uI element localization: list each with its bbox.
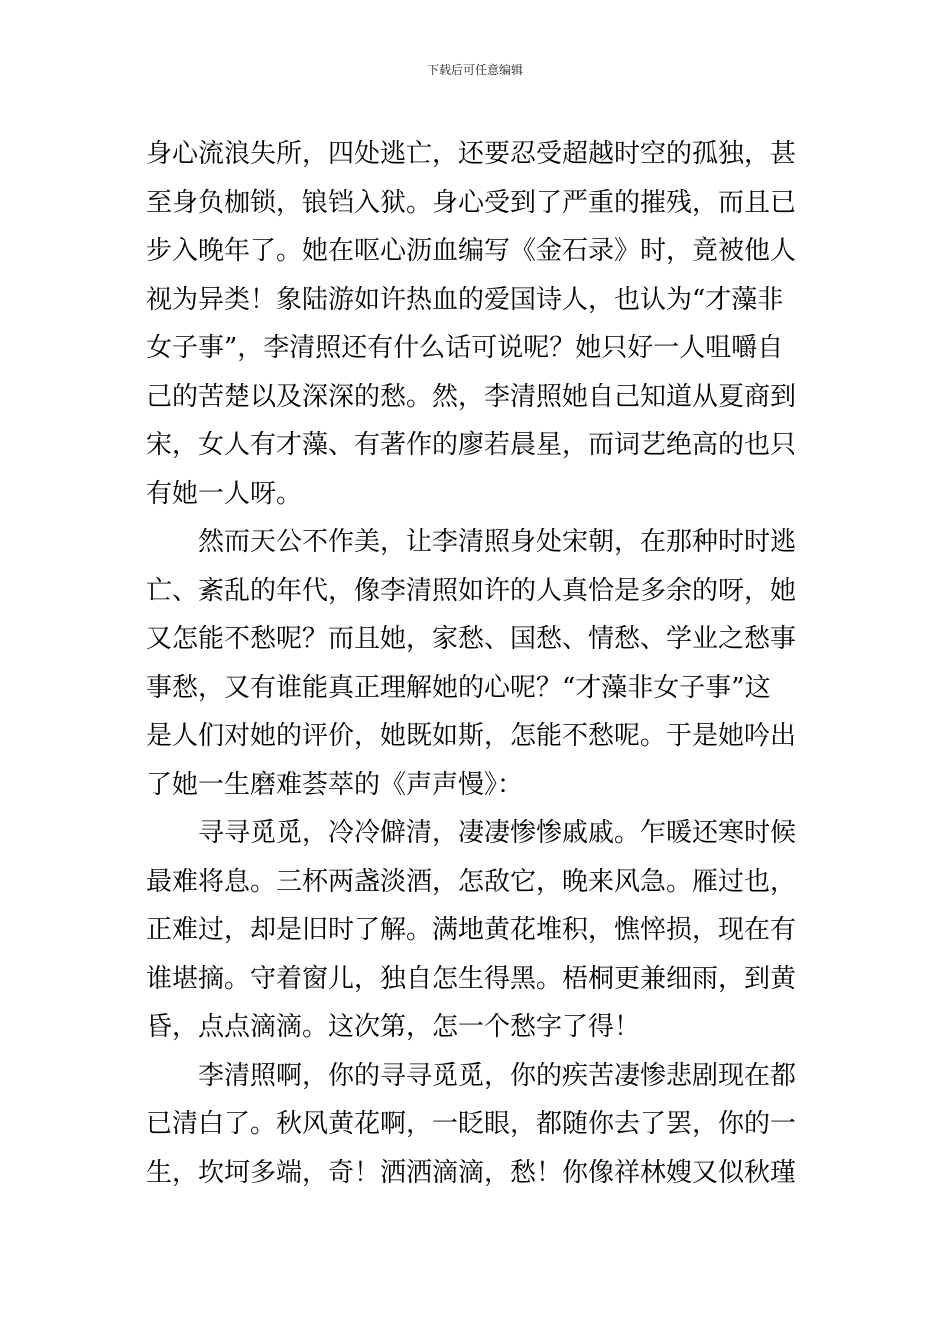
text-line: 宋，女人有才藻、有著作的廖若晨星，而词艺绝高的也只 <box>146 430 797 460</box>
document-body <box>146 130 806 1197</box>
text-line: 谁堪摘。守着窗儿，独自怎生得黑。梧桐更兼细雨，到黄 <box>146 963 797 994</box>
text-line: 女子事”，李清照还有什么话可说呢？她只好一人咀嚼自 <box>146 333 784 363</box>
paragraph-3-poem <box>146 809 806 1052</box>
text-line: 最难将息。三杯两盏淡酒，怎敌它，晚来风急。雁过也， <box>146 866 797 897</box>
text-line: 李清照啊，你的寻寻觅觅，你的疾苦凄惨悲剧现在都 <box>198 1060 797 1091</box>
text-line: 已清白了。秋风黄花啊，一眨眼，都随你去了罢，你的一 <box>146 1109 797 1139</box>
text-line: 寻寻觅觅，冷冷僻清，凄凄惨惨戚戚。乍暖还寒时候 <box>198 818 797 848</box>
text-line: 身心流浪失所，四处逃亡，还要忍受超越时空的孤独，甚 <box>146 139 797 169</box>
page-header: 下载后可任意编辑 <box>426 63 523 77</box>
text-line: 至身负枷锁，锒铛入狱。身心受到了严重的摧残，而且已 <box>146 187 797 218</box>
text-line: 正难过，却是旧时了解。满地黄花堆积，憔悴损，现在有 <box>146 915 797 945</box>
text-line: 亡、紊乱的年代，像李清照如许的人真恰是多余的呀，她 <box>146 575 797 606</box>
text-line: 是人们对她的评价，她既如斯，怎能不愁呢。于是她吟出 <box>146 721 797 751</box>
text-line: 了她一生磨难荟萃的《声声慢》： <box>146 769 524 800</box>
paragraph-4 <box>146 1052 806 1198</box>
text-line: 有她一人呀。 <box>146 478 303 509</box>
paragraph-1 <box>146 130 806 518</box>
text-line: 事愁，又有谁能真正理解她的心呢？“才藻非女子事”这 <box>146 672 771 703</box>
paragraph-2 <box>146 518 806 809</box>
text-line: 步入晚年了。她在呕心沥血编写《金石录》时，竟被他人 <box>146 236 797 266</box>
text-line: 然而天公不作美，让李清照身处宋朝，在那种时时逃 <box>198 527 797 557</box>
text-line: 昏，点点滴滴。这次第，怎一个愁字了得！ <box>146 1012 641 1042</box>
text-line: 己的苦楚以及深深的愁。然，李清照她自己知道从夏商到 <box>146 381 797 412</box>
text-line: 生，坎坷多端，奇！洒洒滴滴，愁！你像祥林嫂又似秋瑾 <box>146 1157 797 1188</box>
text-line: 视为异类！象陆游如许热血的爱国诗人，也认为“才藻非 <box>146 284 784 315</box>
text-line: 又怎能不愁呢？而且她，家愁、国愁、情愁、学业之愁事 <box>146 624 797 654</box>
